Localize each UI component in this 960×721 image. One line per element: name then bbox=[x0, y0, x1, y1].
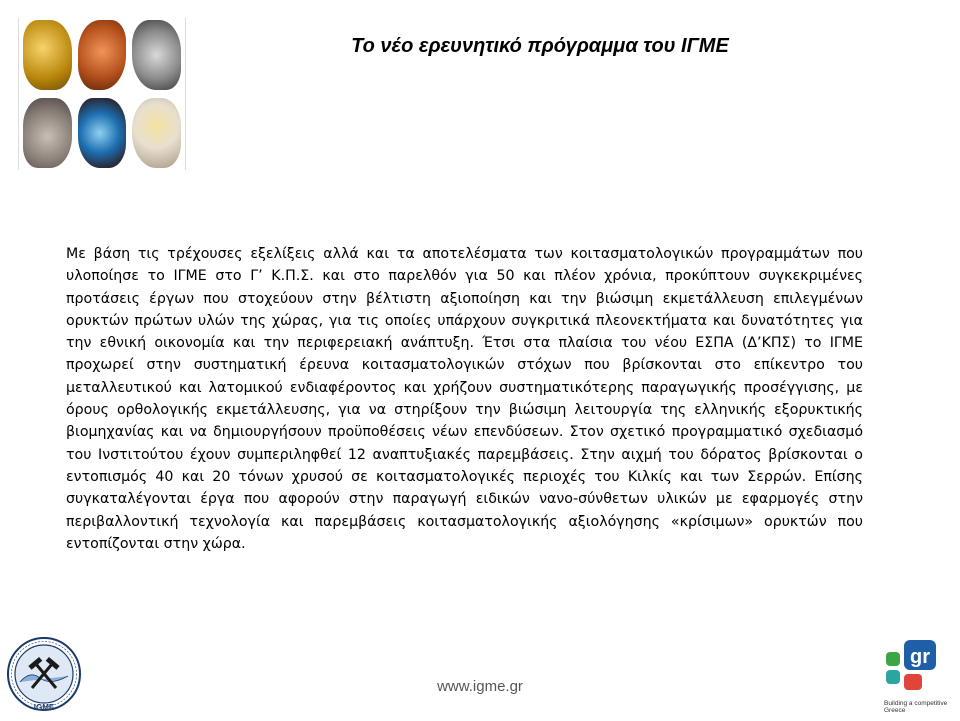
silver-mineral-image bbox=[132, 20, 181, 90]
gold-mineral-image bbox=[23, 20, 72, 90]
espa-green-square-icon bbox=[886, 652, 900, 666]
slide-title: Το νέο ερευνητικό πρόγραμμα του ΙΓΜΕ bbox=[351, 35, 729, 57]
espa-teal-square-icon bbox=[886, 670, 900, 684]
stibnite-mineral-image bbox=[23, 98, 72, 168]
body-paragraph: Με βάση τις τρέχουσες εξελίξεις αλλά και τα αποτελέσματα των κοιτασματολογικών προγραμμάτων που υλοποίησε το ΙΓΜΕ στο Γ’ Κ.Π.Σ. και στο παρελθόν για 50 και πλέον χρόνια, προκύπτουν συγκεκριμένες προτάσεις έργων που στοχεύουν στην βέλτιστη αξιοποίηση και την βιώσιμη εκμετάλλευση επιλεγμένων ορυκτών πρώτων υλών της χώρας, για τις οποίες υπάρχουν συγκριτικά πλεονεκτήματα και δυνατότητες για την εθνική οικονομία και την περιφερειακή ανάπτυξη. Έτσι στα πλαίσια του νέου ΕΣΠΑ (Δ’ΚΠΣ) το ΙΓΜΕ προχωρεί στην συστηματική έρευνα κοιτασματολογικών στόχων που βρίσκονται στο επίκεντρο του μεταλλευτικού και λατομικού ενδιαφέροντος και χρήζουν συστηματικότερης παραγωγικής προσέγγισης, με όρους ορθολογικής εκμετάλλευσης, για να στηρίξουν την βιώσιμη λειτουργία της ελληνικής εξορυκτικής βιομηχανίας και να δημιουργήσουν προϋποθέσεις νέων επενδύσεων. Στον σχετικό προγραμματικό σχεδιασμό του Ινστιτούτου έχουν συμπεριληφθεί 12 αναπτυξιακές παρεμβάσεις. Στην αιχμή του δόρατος βρίσκονται ο εντοπισμός 40 και 20 τόνων χρυσού σε κοιτασματολογικές περιοχές του Κιλκίς και των Σερρών. Επίσης συγκαταλέγονται έργα που αφορούν στην παραγωγή ειδικών νανο-σύνθετων υλικών με εφαρμογές στην περιβαλλοντική τεχνολογία και παρεμβάσεις κοιτασματολογικής αξιολόγησης «κρίσιμων» ορυκτών που εντοπίζονται στην χώρα. bbox=[66, 246, 863, 552]
espa-caption: Building a competitive Greece bbox=[884, 700, 948, 714]
igme-seal-logo bbox=[6, 634, 82, 716]
espa-logo bbox=[884, 636, 948, 716]
espa-red-square-icon bbox=[904, 674, 922, 690]
quartz-mineral-image bbox=[132, 98, 181, 168]
espa-gr-mark: gr bbox=[910, 646, 930, 668]
azurite-mineral-image bbox=[78, 98, 127, 168]
minerals-collage bbox=[18, 18, 186, 170]
footer-website-link[interactable]: www.igme.gr bbox=[437, 678, 523, 695]
igme-seal-label: IGME bbox=[33, 703, 55, 712]
copper-mineral-image bbox=[78, 20, 127, 90]
